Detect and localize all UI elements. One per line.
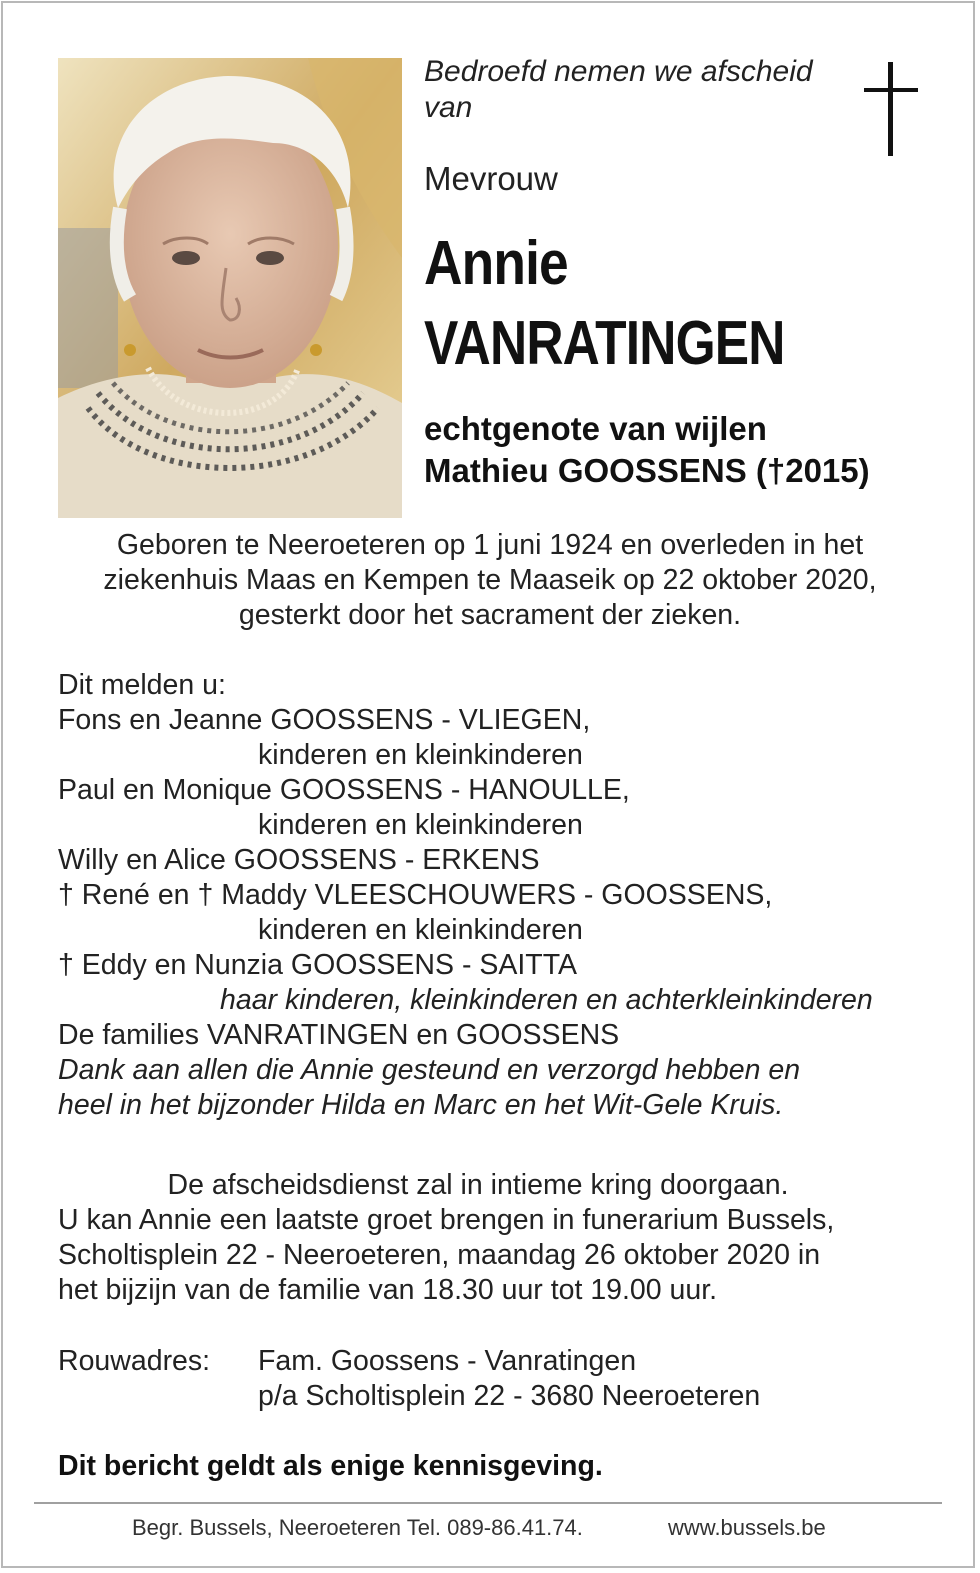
address-lines [258,1344,760,1414]
announcer-line: Fons en Jeanne GOOSSENS - VLIEGEN, [58,704,591,736]
portrait-illustration [58,58,402,518]
service-line: Scholtisplein 22 - Neeroeteren, maandag 26 oktober 2020 in [58,1239,821,1271]
spouse-info [424,408,870,492]
birth-line: Geboren te Neeroeteren op 1 juni 1924 en overleden in het [116,529,864,561]
address-line: p/a Scholtisplein 22 - 3680 Neeroeteren [258,1380,761,1412]
announcer-line: haar kinderen, kleinkinderen en achterkleinkinderen [220,984,873,1016]
service-info [58,1168,938,1308]
announcer-line: kinderen en kleinkinderen [258,809,583,841]
deceased-first-name: Annie [424,229,568,298]
announcer-line: † René en † Maddy VLEESCHOUWERS - GOOSSENS, [58,879,773,911]
address-line: Fam. Goossens - Vanratingen [258,1345,637,1377]
deceased-last-name: VANRATINGEN [424,309,785,378]
address-label: Rouwadres: [58,1345,211,1377]
announcers-block [58,668,938,1123]
thanks-line: heel in het bijzonder Hilda en Marc en het Wit-Gele Kruis. [58,1089,784,1121]
announcer-line: † Eddy en Nunzia GOOSSENS - SAITTA [58,949,577,981]
honorific: Mevrouw [424,160,558,197]
spouse-line: Mathieu GOOSSENS (†2015) [424,452,870,489]
thanks-line: Dank aan allen die Annie gesteund en verzorgd hebben en [58,1054,801,1086]
announcer-line: kinderen en kleinkinderen [258,739,583,771]
intro-line: Bedroefd nemen we afscheid [424,55,813,88]
spouse-line: echtgenote van wijlen [424,410,767,447]
latin-cross-icon [862,60,920,158]
footer-website-link[interactable]: www.bussels.be [668,1515,826,1540]
birth-line: ziekenhuis Maas en Kempen te Maaseik op 22 oktober 2020, [103,564,877,596]
intro-text [424,54,844,126]
service-line: De afscheidsdienst zal in intieme kring doorgaan. [167,1169,789,1201]
announcer-line: kinderen en kleinkinderen [258,914,583,946]
portrait-photo [58,58,402,518]
announcer-line: Paul en Monique GOOSSENS - HANOULLE, [58,774,630,806]
service-line: het bijzijn van de familie van 18.30 uur tot 19.00 uur. [58,1274,718,1306]
footer [132,1515,826,1541]
birth-line: gesterkt door het sacrament der zieken. [238,599,742,631]
footer-contact: Begr. Bussels, Neeroeteren Tel. 089-86.41.74. [132,1515,583,1540]
notice-text: Dit bericht geldt als enige kennisgeving. [58,1450,603,1482]
announcer-line: De families VANRATINGEN en GOOSSENS [58,1019,620,1051]
service-line: U kan Annie een laatste groet brengen in funerarium Bussels, [58,1204,835,1236]
intro-line: van [424,91,473,124]
birth-death-text [30,528,950,633]
announcers-heading: Dit melden u: [58,669,226,701]
footer-divider [34,1502,942,1504]
announcer-line: Willy en Alice GOOSSENS - ERKENS [58,844,540,876]
